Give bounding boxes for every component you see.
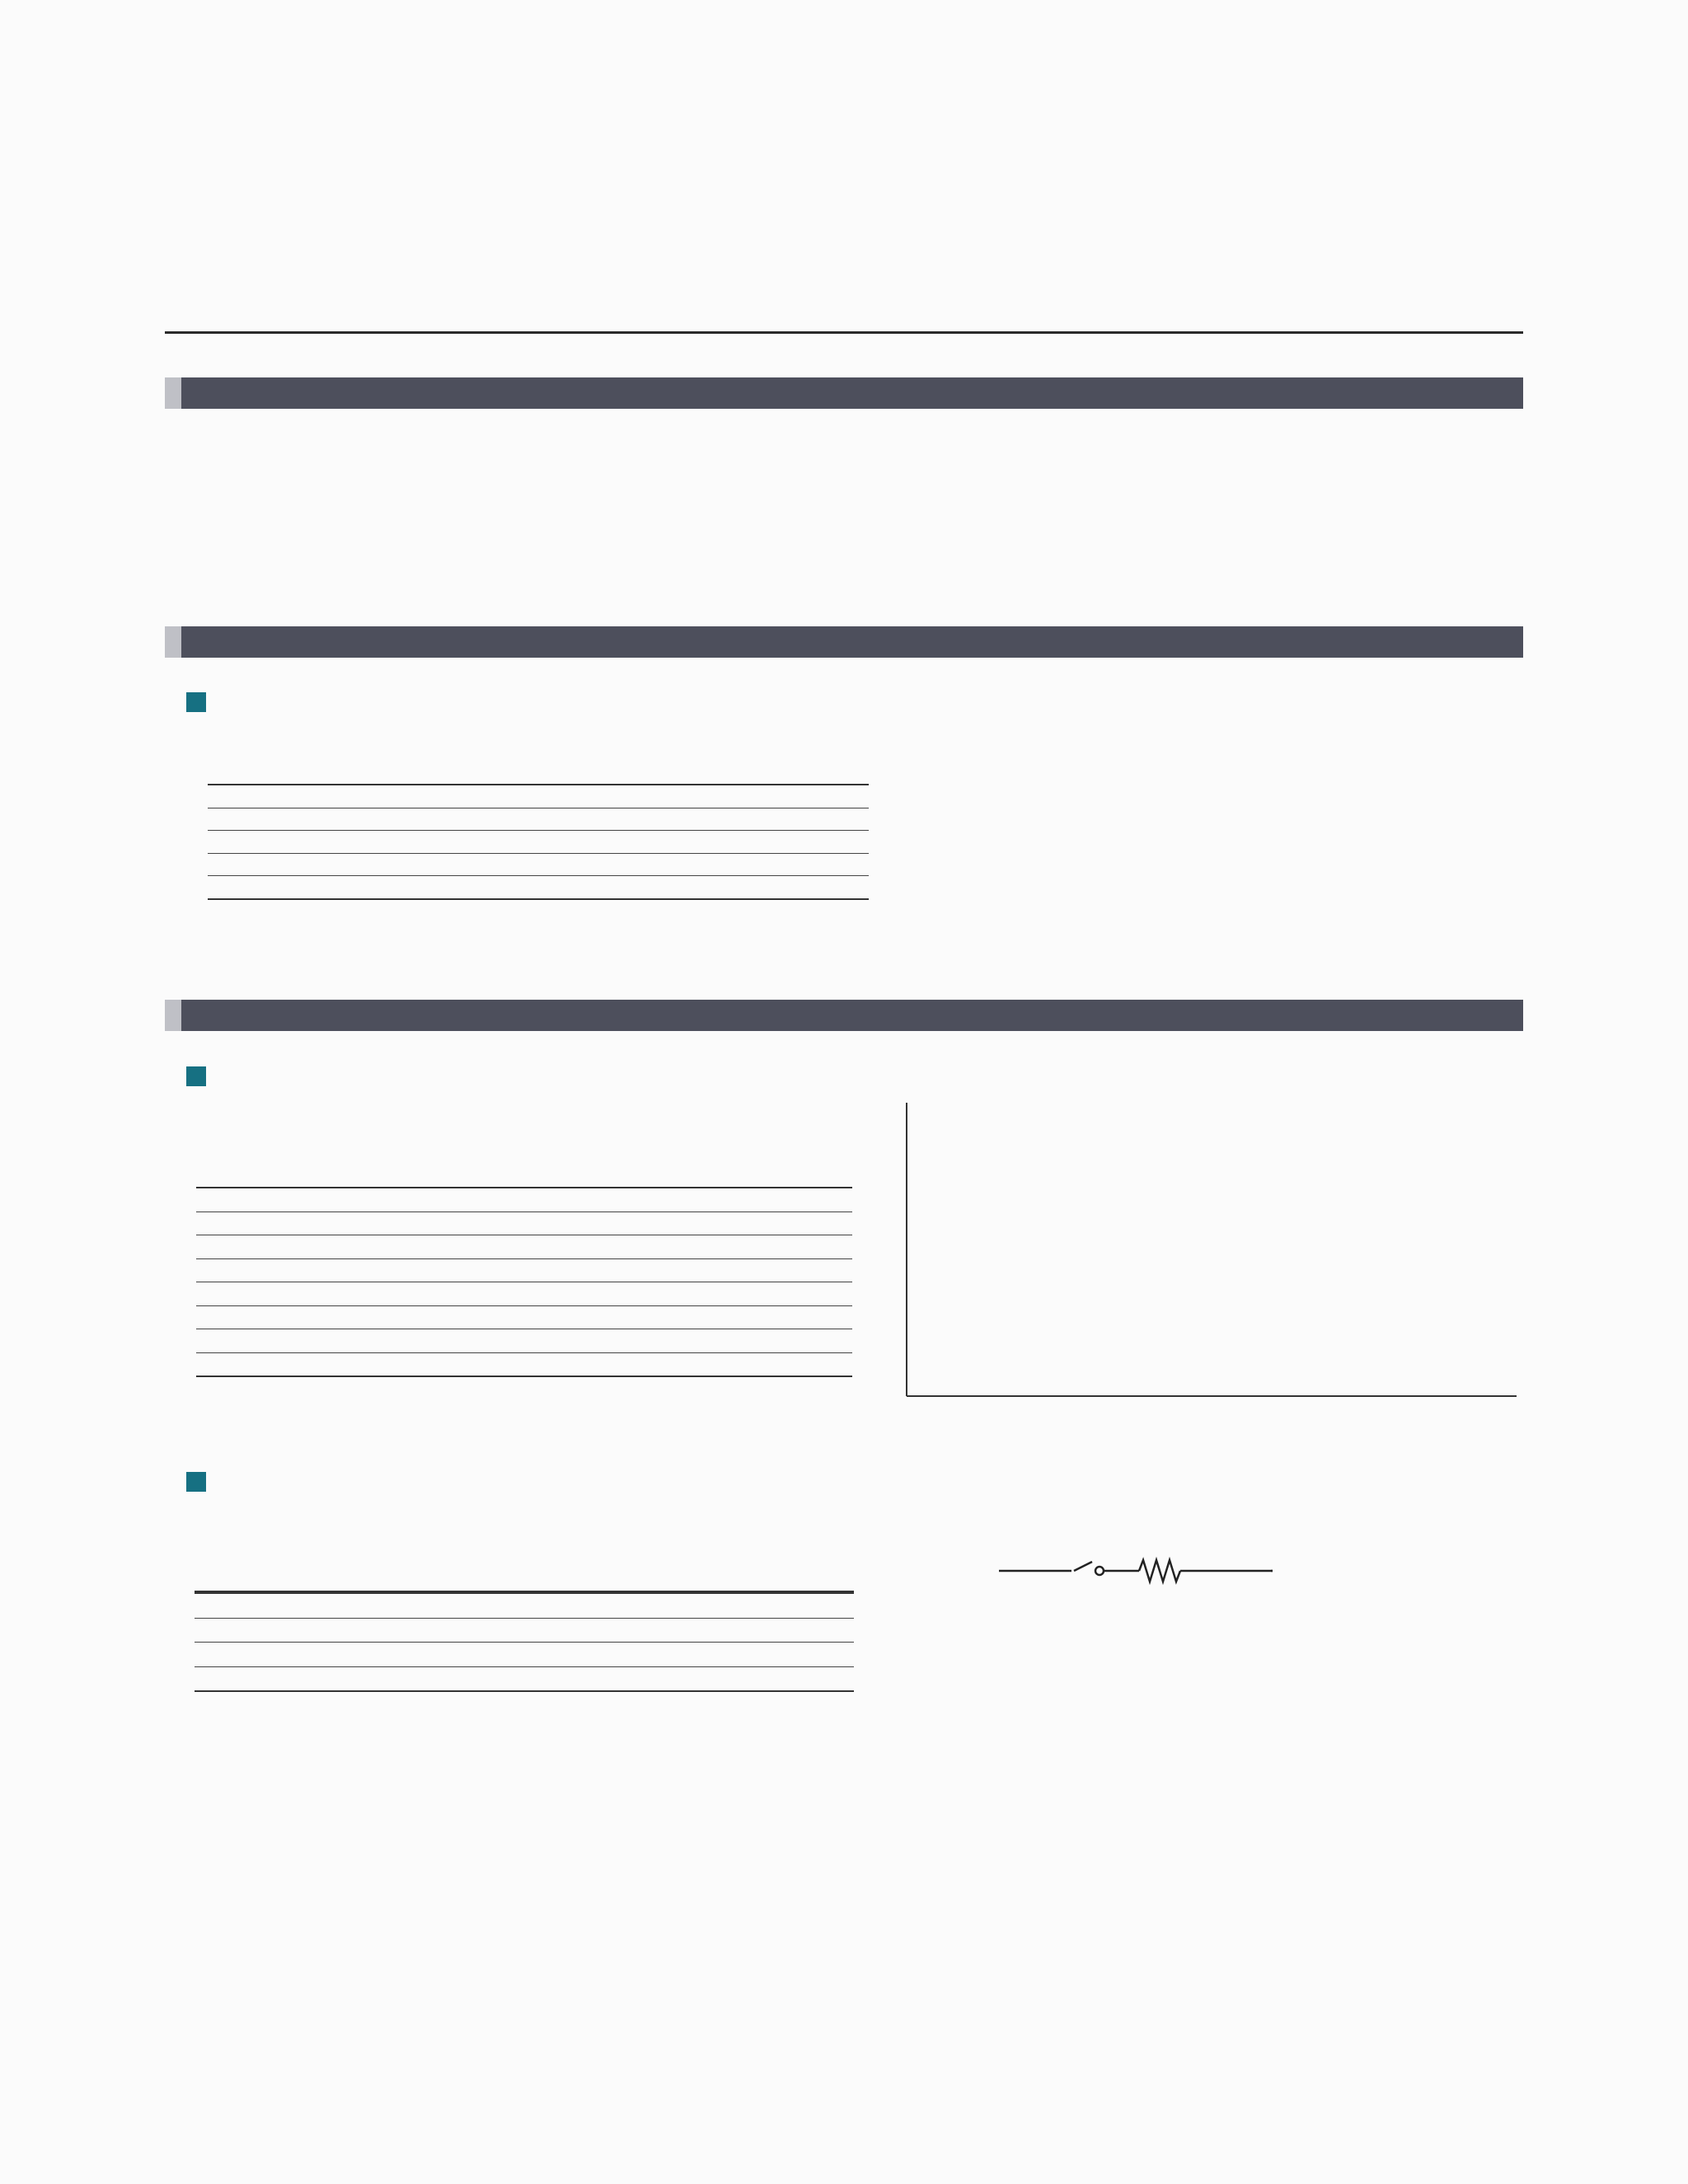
- table-cell: [272, 808, 574, 831]
- table-cell: [574, 876, 869, 899]
- section-test-level-bar: [165, 626, 1523, 658]
- title-rule: [165, 331, 1523, 334]
- square-bullet-icon: [186, 1066, 206, 1086]
- table-cell: [262, 1618, 391, 1643]
- table-row: [195, 1666, 854, 1691]
- table-row: [195, 1643, 854, 1667]
- table-row: [195, 1618, 854, 1643]
- table-row: [208, 808, 869, 831]
- table-header-row: [208, 762, 869, 785]
- generator-char-table: [195, 1591, 854, 1692]
- table-cell: [208, 808, 272, 831]
- column-header: [272, 762, 574, 785]
- resistor-rch-icon: [1139, 1560, 1180, 1582]
- table-cell: [574, 831, 869, 854]
- table-cell: [612, 1643, 722, 1667]
- table-cell: [391, 1618, 506, 1643]
- table-cell: [272, 853, 574, 876]
- table-cell: [722, 1666, 854, 1691]
- column-header: [208, 762, 272, 785]
- table-cell: [208, 785, 272, 808]
- table-cell: [722, 1618, 854, 1643]
- spec-key: [196, 1352, 478, 1376]
- spec-key: [196, 1258, 478, 1282]
- table-cell: [574, 853, 869, 876]
- table-cell: [574, 785, 869, 808]
- table-row: [208, 853, 869, 876]
- table-row: [196, 1235, 852, 1259]
- spec-key: [196, 1188, 478, 1212]
- table-cell: [208, 876, 272, 899]
- spec-key: [196, 1305, 478, 1329]
- table-row: [208, 831, 869, 854]
- table-cell: [722, 1643, 854, 1667]
- table-cell: [612, 1593, 722, 1618]
- spec-value: [478, 1329, 852, 1353]
- generator-char-subheading: [186, 1466, 216, 1497]
- table-cell: [208, 853, 272, 876]
- generator-spec-subheading: [186, 1061, 216, 1092]
- section-general-bar: [165, 377, 1523, 409]
- spec-value: [478, 1352, 852, 1376]
- section-generator-bar: [165, 1000, 1523, 1031]
- discharge-waveform-chart: [865, 1088, 1525, 1451]
- spec-value: [478, 1282, 852, 1306]
- spec-key: [196, 1235, 478, 1259]
- table-cell: [612, 1618, 722, 1643]
- spec-value: [478, 1188, 852, 1212]
- table-row: [196, 1212, 852, 1235]
- table-cell: [272, 831, 574, 854]
- table-cell: [574, 808, 869, 831]
- spec-key: [196, 1212, 478, 1235]
- table-row: [208, 876, 869, 899]
- table-cell: [506, 1666, 612, 1691]
- table-cell: [612, 1666, 722, 1691]
- table-cell: [195, 1593, 262, 1618]
- table-row: [196, 1188, 852, 1212]
- table-cell: [262, 1666, 391, 1691]
- table-row: [208, 785, 869, 808]
- table-cell: [722, 1593, 854, 1618]
- table-row: [196, 1352, 852, 1376]
- table-row: [196, 1258, 852, 1282]
- table-cell: [272, 785, 574, 808]
- column-header: [574, 762, 869, 785]
- generator-spec-table: [196, 1187, 852, 1377]
- table-cell: [391, 1666, 506, 1691]
- square-bullet-icon: [186, 1472, 206, 1492]
- esd-generator-circuit-diagram: [956, 1529, 1451, 1751]
- table-row: [196, 1305, 852, 1329]
- table-cell: [195, 1666, 262, 1691]
- square-bullet-icon: [186, 692, 206, 712]
- table-row: [196, 1329, 852, 1353]
- table-cell: [262, 1643, 391, 1667]
- table-cell: [506, 1618, 612, 1643]
- table-row: [195, 1593, 854, 1618]
- table-cell: [272, 876, 574, 899]
- spec-value: [478, 1212, 852, 1235]
- spec-key: [196, 1282, 478, 1306]
- spec-value: [478, 1305, 852, 1329]
- table-row: [196, 1282, 852, 1306]
- spec-value: [478, 1235, 852, 1259]
- test-level-table: [208, 762, 869, 900]
- table-cell: [506, 1593, 612, 1618]
- table-cell: [391, 1643, 506, 1667]
- switch-s1-icon: [1074, 1562, 1092, 1571]
- table-cell: [391, 1593, 506, 1618]
- table-cell: [506, 1643, 612, 1667]
- table-cell: [195, 1618, 262, 1643]
- test-level-subheading: [186, 687, 216, 718]
- table-cell: [195, 1643, 262, 1667]
- spec-value: [478, 1258, 852, 1282]
- table-cell: [262, 1593, 391, 1618]
- spec-key: [196, 1329, 478, 1353]
- table-cell: [208, 831, 272, 854]
